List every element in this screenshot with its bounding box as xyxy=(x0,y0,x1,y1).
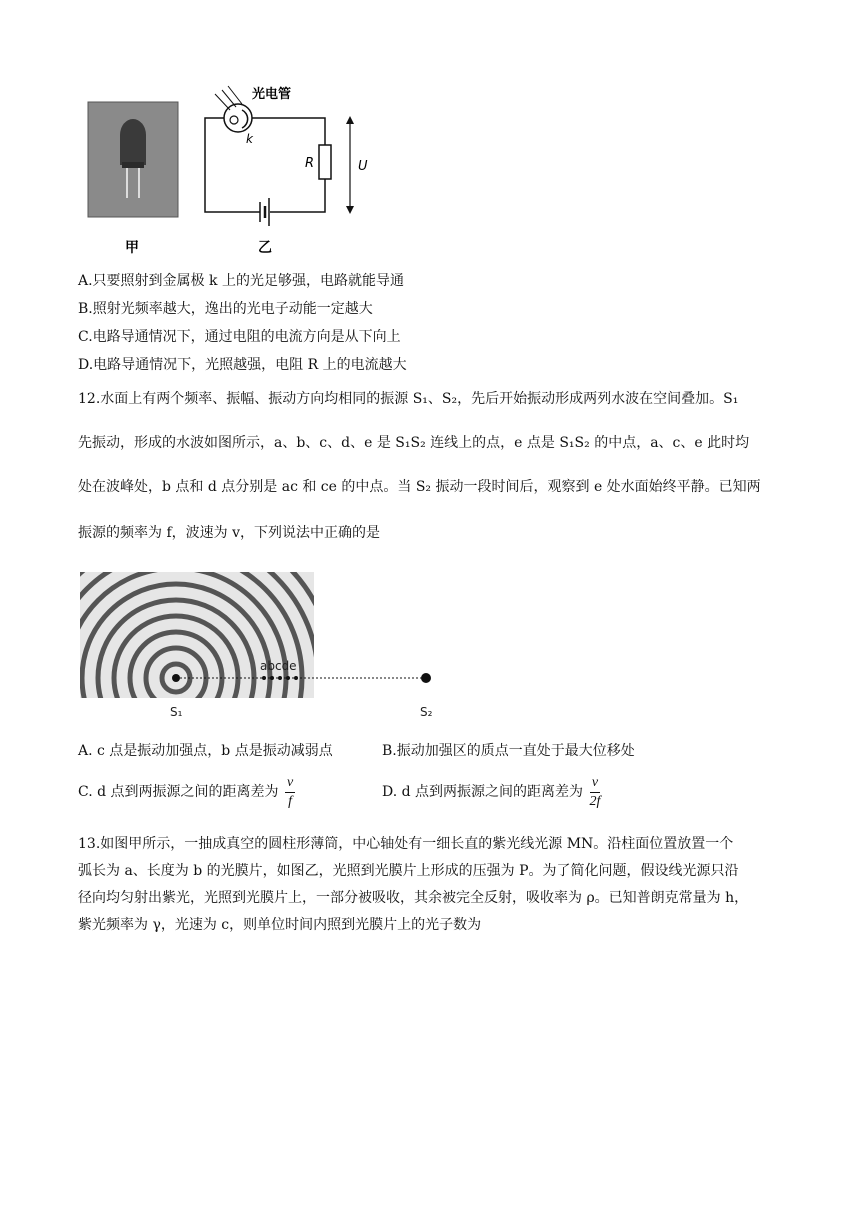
water-wave-diagram xyxy=(78,570,448,720)
q12-line-2: 先振动，形成的水波如图所示，a、b、c、d、e 是 S₁S₂ 连线上的点，e 点是 S₁S₂ 的中点，a、c、e 此时均 xyxy=(78,435,750,451)
q12-option-c-den: f xyxy=(288,793,293,809)
q12-option-d-num: v xyxy=(590,774,601,793)
figure-water-waves xyxy=(78,570,448,720)
figure-photoelectric xyxy=(80,80,380,255)
q13-line-4: 紫光频率为 γ，光速为 c，则单位时间内照到光膜片上的光子数为 xyxy=(78,917,482,933)
caption-yi: 乙 xyxy=(258,240,272,255)
q12-option-d-fraction xyxy=(590,774,601,811)
q12-option-b: B.振动加强区的质点一直处于最大位移处 xyxy=(382,743,635,759)
q11-option-c: C.电路导通情况下，通过电阻的电流方向是从下向上 xyxy=(78,329,401,345)
k-label: k xyxy=(246,132,253,146)
tube-label: 光电管 xyxy=(252,87,292,102)
photoelectric-diagram xyxy=(80,80,380,255)
q12-line-3: 处在波峰处，b 点和 d 点分别是 ac 和 ce 的中点。当 S₂ 振动一段时间后，观察到 e 处水面始终平静。已知两 xyxy=(78,479,761,495)
q12-option-d xyxy=(382,772,602,812)
q12-option-c-text: C. d 点到两振源之间的距离差为 xyxy=(78,784,279,800)
q12-option-c-num: v xyxy=(285,774,295,793)
q12-line-1: 12.水面上有两个频率、振幅、振动方向均相同的振源 S₁、S₂，先后开始振动形成两列水波在空间叠加。S₁ xyxy=(78,391,739,407)
q11-option-b: B.照射光频率越大，逸出的光电子动能一定越大 xyxy=(78,301,373,317)
q13-line-3: 径向均匀射出紫光，光照到光膜片上，一部分被吸收，其余被完全反射，吸收率为 ρ。已知普朗克常量为 h， xyxy=(78,890,749,906)
r-label: R xyxy=(305,156,315,171)
q11-option-a: A.只要照射到金属极 k 上的光足够强，电路就能导通 xyxy=(78,273,404,289)
q12-option-c xyxy=(78,772,297,812)
q11-option-d: D.电路导通情况下，光照越强，电阻 R 上的电流越大 xyxy=(78,357,407,373)
s1-label: S₁ xyxy=(170,705,183,719)
points-label: abcde xyxy=(260,659,297,673)
s2-label: S₂ xyxy=(420,705,433,719)
q12-option-a: A. c 点是振动加强点，b 点是振动减弱点 xyxy=(78,743,333,759)
s2-point xyxy=(421,673,431,683)
q12-option-d-text: D. d 点到两振源之间的距离差为 xyxy=(382,784,584,800)
q12-option-c-fraction xyxy=(285,774,295,811)
u-label: U xyxy=(358,159,368,174)
s1-point xyxy=(172,674,180,682)
q12-option-d-den: 2f xyxy=(589,793,601,809)
q13-line-1: 13.如图甲所示，一抽成真空的圆柱形薄筒，中心轴处有一细长直的紫光线光源 MN。沿柱面位置放置一个 xyxy=(78,836,734,852)
q12-line-4: 振源的频率为 f，波速为 v，下列说法中正确的是 xyxy=(78,525,380,541)
q13-line-2: 弧长为 a、长度为 b 的光膜片，如图乙，光照到光膜片上形成的压强为 P。为了简化问题，假设线光源只沿 xyxy=(78,863,739,879)
resistor-icon xyxy=(319,145,331,179)
caption-jia: 甲 xyxy=(125,240,139,255)
